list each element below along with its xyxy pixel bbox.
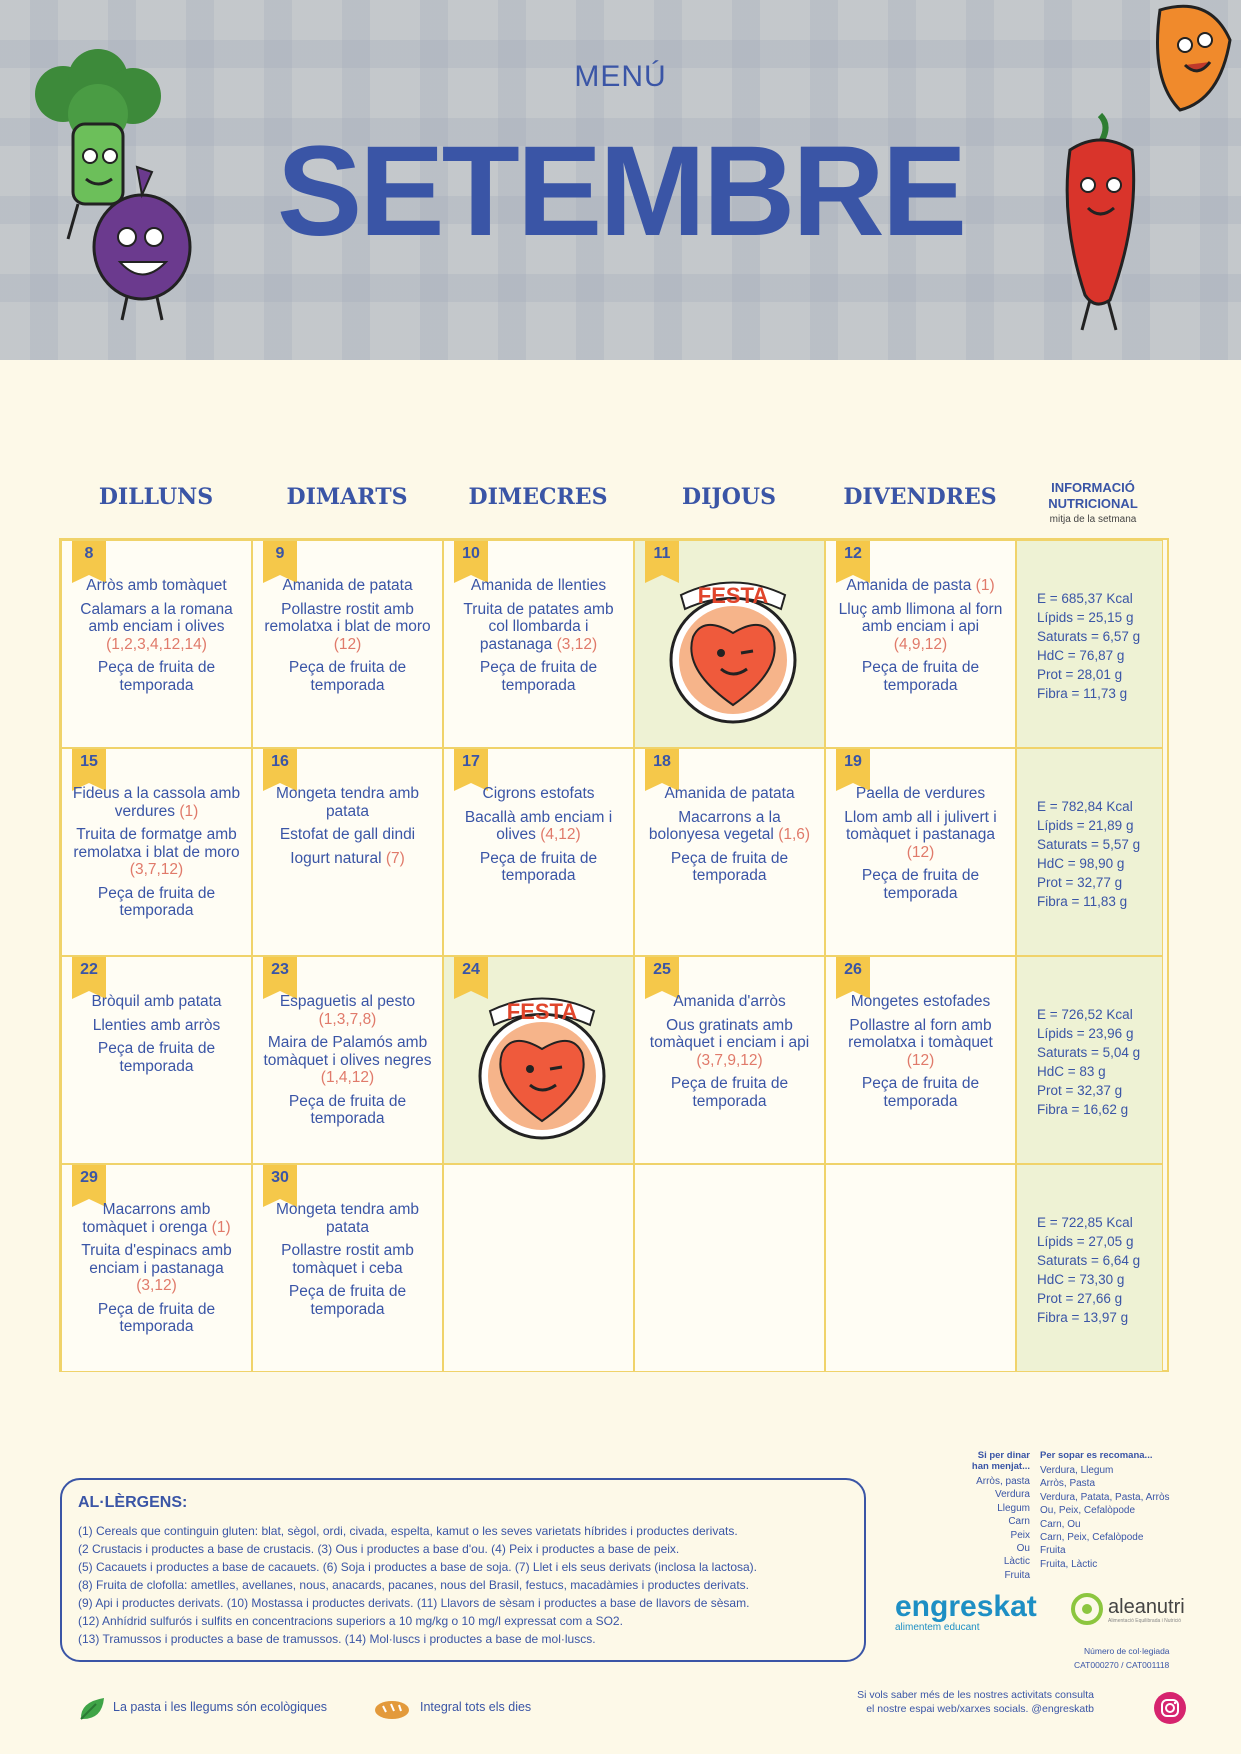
dish-item [261,1242,434,1277]
dish-item [834,1075,1007,1110]
dish-list [643,993,816,1116]
dish-item [643,1075,816,1110]
dish-list [834,577,1007,700]
dish-name: Amanida de llenties [470,577,607,594]
engreskat-logo [895,1592,1037,1633]
aleanutri-small-text: Alimentació Equilibrada i Nutrició [1108,1618,1182,1624]
dish-name: Macarrons amb tomàquet i orenga [82,1201,211,1236]
day-cell [252,748,443,956]
date-badge: 25 [645,957,679,991]
nutrition-value: Lípids = 25,15 g [1037,610,1134,625]
empty-cell [634,1164,825,1372]
dish-item [261,659,434,694]
allergens-title: AL·LÈRGENS: [78,1494,188,1511]
allergen-codes: (3,7,9,12) [696,1051,763,1069]
dish-item [261,785,434,820]
contact-line-2: el nostre espai web/xarxes socials. @engreskatb [866,1703,1094,1715]
allergen-codes: (3,12) [556,635,598,653]
date-badge: 30 [263,1165,297,1199]
dish-item [643,1017,816,1070]
lunch-eaten-item: Arròs, pasta [976,1476,1030,1487]
page-title: SETEMBRE [276,120,965,263]
allergen-codes: (1,4,12) [320,1069,375,1086]
dish-item [70,885,243,920]
leaf-icon [78,1696,106,1722]
date-badge: 9 [263,541,297,575]
dish-item [261,1093,434,1128]
nutrition-value: Saturats = 5,04 g [1037,1045,1141,1060]
dish-item [452,785,625,803]
dish-item [70,785,243,820]
dish-item [643,809,816,844]
nutrition-value: Fibra = 11,73 g [1037,686,1128,701]
dish-item [834,993,1007,1011]
dish-name: Llom amb all i julivert i tomàquet i pastanaga [844,808,997,843]
allergen-line: (9) Api i productes derivats. (10) Mostassa i productes derivats. (11) Llavors de sèsam i productes a base de llavors de sèsam. [78,1596,750,1610]
aleanutri-leaf-icon [1070,1592,1104,1626]
date-badge: 8 [72,541,106,575]
nutrition-value: Prot = 28,01 g [1037,667,1123,682]
dish-name: Peça de fruita de temporada [670,849,789,884]
holiday-cell [443,956,634,1164]
lunch-eaten-item: Ou [1016,1543,1030,1555]
dish-item [834,809,1007,862]
nutrition-value: HdC = 83 g [1037,1064,1106,1079]
date-badge: 17 [454,749,488,783]
dish-item [70,1242,243,1295]
nutrition-info-title-2: NUTRICIONAL [1048,496,1138,511]
dish-name: Peça de fruita de temporada [861,659,980,694]
dish-name: Peça de fruita de temporada [479,659,598,694]
pepper-illustration [1040,110,1160,335]
dish-name: Estofat de gall dindi [279,826,416,843]
bread-icon [374,1698,410,1720]
allergen-codes: (1) [179,802,199,820]
contact-line-1: Si vols saber més de les nostres activitats consulta [857,1689,1094,1701]
nutrition-info-header [1018,480,1168,528]
dish-name: Fideus a la cassola amb verdures [72,785,241,820]
nutrition-value: Lípids = 23,96 g [1037,1026,1134,1041]
allergen-codes: (12) [906,1051,935,1069]
dinner-recommended-item: Carn, Peix, Cefalòpode [1040,1532,1144,1544]
allergen-codes: (3,7,12) [129,861,184,878]
festa-heart-icon [472,981,612,1141]
dish-list [70,577,243,700]
nutrition-value: Fibra = 13,97 g [1037,1310,1129,1325]
nutrition-value: Saturats = 5,57 g [1037,837,1141,852]
dish-name: Peça de fruita de temporada [97,1300,216,1335]
nutrition-value: Saturats = 6,64 g [1037,1253,1141,1268]
nutrition-value: Prot = 32,77 g [1037,875,1123,890]
dish-name: Mongetes estofades [850,993,991,1010]
dish-item [70,826,243,879]
dish-name: Truita de formatge amb remolatxa i blat de moro [73,826,240,861]
allergen-codes: (1,6) [778,826,811,843]
dish-name: Peça de fruita de temporada [97,884,216,919]
day-cell [252,540,443,748]
weekday-wednesday: DIMECRES [468,484,608,510]
dish-name: Calamars a la romana amb enciam i olives [80,600,233,635]
dish-item [70,1040,243,1075]
day-cell [825,956,1016,1164]
date-badge: 12 [836,541,870,575]
dish-name: Pollastre rostit amb remolatxa i blat de moro [264,600,431,635]
nutrition-value: Lípids = 27,05 g [1037,1234,1134,1249]
aleanutri-logo-text: aleanutri [1108,1596,1185,1618]
nutrition-cell [1016,748,1163,956]
lunch-eaten-item: Carn [1008,1516,1030,1528]
date-badge: 26 [836,957,870,991]
dish-name: Amanida de pasta [846,577,972,594]
allergen-line: (5) Cacauets i productes a base de cacauets. (6) Soja i productes a base de soja. (7) Llet i els seus derivats (inclosa la lactosa). [78,1560,758,1574]
lunch-eaten-item: Làctic [1003,1556,1030,1568]
dish-item [261,850,434,868]
dish-item [70,1017,243,1035]
dish-item [643,785,816,803]
nutrition-value: Fibra = 11,83 g [1037,894,1128,909]
dish-item [261,1034,434,1087]
carrot-illustration [1130,0,1241,120]
dinner-recommended-item: Arròs, Pasta [1040,1478,1096,1490]
dish-item [834,1017,1007,1070]
allergen-codes: (4,9,12) [893,635,948,653]
dish-list [70,993,243,1081]
dish-item [70,1201,243,1236]
day-cell [825,748,1016,956]
day-cell [61,540,252,748]
allergen-line: (12) Anhídrid sulfurós i sulfits en concentracions superiors a 10 mg/kg o 10 mg/l expressat com a SO2. [78,1614,623,1628]
onion-illustration [82,162,202,322]
day-cell [634,956,825,1164]
dish-item [834,785,1007,803]
date-badge: 15 [72,749,106,783]
dish-name: Pollastre al forn amb remolatxa i tomàquet [848,1016,993,1051]
nutrition-value: Prot = 27,66 g [1037,1291,1123,1306]
dish-name: Espaguetis al pesto [279,993,416,1010]
dinner-recommended-column [1040,1450,1180,1571]
dinner-recommended-item: Ou, Peix, Cefalòpode [1040,1505,1136,1517]
day-cell [443,748,634,956]
allergen-line: (1) Cereals que continguin gluten: blat, sègol, ordi, civada, espelta, kamut o les seves varietats híbrides i productes derivats. [78,1524,738,1538]
dish-item [452,577,625,595]
allergen-codes: (12) [333,635,362,653]
day-cell [825,540,1016,748]
dish-list [261,577,434,700]
dish-list [452,785,625,891]
dish-name: Paella de verdures [855,785,986,802]
date-badge: 24 [454,957,488,991]
lunch-eaten-item: Fruita [1004,1569,1030,1581]
dish-name: Bròquil amb patata [91,993,222,1010]
dish-name: Llenties amb arròs [92,1016,221,1034]
dish-list [70,785,243,926]
dish-item [261,1201,434,1236]
allergen-codes: (1,3,7,8) [318,1010,377,1028]
dish-item [261,993,434,1028]
day-cell [61,956,252,1164]
weekday-tuesday: DIMARTS [286,484,408,510]
dish-list [643,785,816,891]
nutrition-info-subtitle: mitja de la setmana [1049,514,1137,525]
dish-item [70,577,243,595]
nutrition-value: E = 726,52 Kcal [1037,1007,1133,1022]
dish-name: Amanida de patata [282,577,413,594]
festa-label: FESTA [506,999,578,1024]
lunch-eaten-column [960,1450,1030,1582]
day-cell [61,748,252,956]
dish-item [452,659,625,694]
empty-cell [825,1164,1016,1372]
dish-name: Macarrons a la bolonyesa vegetal [648,808,781,843]
date-badge: 19 [836,749,870,783]
instagram-icon[interactable] [1154,1692,1186,1724]
allergens-box [60,1478,866,1662]
nutrition-cell [1016,540,1163,748]
colegiada-numbers: CAT000270 / CAT001118 [1074,1660,1170,1670]
dish-name: Ous gratinats amb tomàquet i enciam i api [649,1016,810,1051]
nutrition-value: E = 685,37 Kcal [1037,591,1133,606]
lunch-eaten-item: Peix [1010,1529,1030,1541]
engreskat-logo-text: engreskat [895,1590,1037,1623]
weekday-monday: DILLUNS [98,484,214,510]
day-cell [252,956,443,1164]
menu-label: MENÚ [574,60,667,93]
nutrition-cell [1016,1164,1163,1372]
lunch-eaten-item: Verdura [994,1489,1030,1501]
nutrition-values [1037,797,1140,911]
nutrition-value: HdC = 98,90 g [1037,856,1125,871]
dish-name: Lluç amb llimona al forn amb enciam i api [838,600,1003,635]
nutrition-value: Fibra = 16,62 g [1037,1102,1129,1117]
dish-name: Peça de fruita de temporada [288,1092,407,1127]
dish-name: Arròs amb tomàquet [86,577,227,594]
nutrition-values [1037,1005,1140,1119]
dinner-recommended-item: Carn, Ou [1040,1518,1081,1530]
day-cell [61,1164,252,1372]
day-cell [443,540,634,748]
empty-cell [443,1164,634,1372]
allergen-codes: (12) [906,843,935,861]
festa-heart-icon [663,565,803,725]
dish-item [70,993,243,1011]
festa-label: FESTA [697,583,769,608]
dish-name: Iogurt natural [290,849,382,867]
allergen-codes: (3,12) [136,1277,177,1294]
dinner-recommended-item: Fruita [1040,1545,1066,1557]
dish-name: Mongeta tendra amb patata [275,1201,420,1236]
nutrition-value: HdC = 73,30 g [1037,1272,1125,1287]
dish-name: Cigrons estofats [482,785,595,802]
dish-name: Truita de patates amb col llombarda i pastanaga [463,600,614,653]
contact-text [840,1688,1140,1716]
date-badge: 29 [72,1165,106,1199]
allergen-codes: (1) [211,1218,231,1236]
dish-item [452,601,625,654]
dish-item [452,850,625,885]
dish-item [452,809,625,844]
dish-name: Amanida de patata [664,785,795,802]
dish-name: Maira de Palamós amb tomàquet i olives negres [263,1034,432,1069]
date-badge: 10 [454,541,488,575]
dish-name: Mongeta tendra amb patata [275,785,420,820]
date-badge: 23 [263,957,297,991]
allergen-codes: (1,2,3,4,12,14) [106,635,207,653]
dish-item [834,867,1007,902]
dinner-recommended-item: Verdura, Llegum [1040,1465,1114,1476]
dish-item [70,601,243,654]
dish-name: Pollastre rostit amb tomàquet i ceba [281,1242,414,1277]
allergen-codes: (1) [975,577,995,594]
date-badge: 16 [263,749,297,783]
day-cell [634,748,825,956]
dish-item [834,601,1007,654]
dish-name: Peça de fruita de temporada [97,659,216,694]
dish-list [834,993,1007,1116]
dish-item [70,1301,243,1336]
dish-name: Peça de fruita de temporada [288,1283,407,1318]
eco-note: La pasta i les llegums són ecològiques [113,1700,328,1714]
dish-name: Truita d'espinacs amb enciam i pastanaga [81,1242,232,1277]
dish-name: Peça de fruita de temporada [479,849,598,884]
dinner-recommended-item: Fruita, Làctic [1040,1558,1098,1570]
dish-list [452,577,625,700]
lunch-eaten-title: Si per dinar han menjat... [971,1450,1030,1472]
dish-name: Amanida d'arròs [673,993,786,1010]
allergen-line: (2 Crustacis i productes a base de crustacis. (3) Ous i productes a base d'ou. (4) Peix i productes a base de peix. [78,1542,680,1556]
integral-note: Integral tots els dies [420,1700,532,1714]
dish-list [261,785,434,873]
nutrition-value: Saturats = 6,57 g [1037,629,1141,644]
nutrition-values [1037,1213,1140,1327]
engreskat-tagline: alimentem educant [895,1622,980,1633]
dish-name: Peça de fruita de temporada [670,1075,789,1110]
weekday-friday: DIVENDRES [843,484,997,510]
dish-list [261,993,434,1134]
dinner-recommended-title: Per sopar es recomana... [1040,1450,1153,1461]
nutrition-value: Prot = 32,37 g [1037,1083,1123,1098]
holiday-cell [634,540,825,748]
allergen-line: (13) Tramussos i productes a base de tramussos. (14) Mol·luscs i productes a base de mol·luscs. [78,1632,596,1646]
dish-name: Peça de fruita de temporada [861,867,980,902]
nutrition-value: Lípids = 21,89 g [1037,818,1134,833]
dish-name: Bacallà amb enciam i olives [464,808,613,843]
nutrition-cell [1016,956,1163,1164]
nutrition-value: E = 782,84 Kcal [1037,799,1133,814]
lunch-eaten-item: Llegum [997,1502,1030,1514]
colegiada-label: Número de col·legiada [1084,1646,1170,1656]
dish-list [834,785,1007,908]
dish-name: Peça de fruita de temporada [288,659,407,694]
allergen-codes: (4,12) [540,826,581,843]
dish-item [261,826,434,844]
nutrition-value: HdC = 76,87 g [1037,648,1125,663]
nutrition-info-title-1: INFORMACIÓ [1051,480,1135,495]
day-cell [252,1164,443,1372]
dish-item [834,577,1007,595]
dinner-recommended-item: Verdura, Patata, Pasta, Arròs [1040,1491,1170,1503]
allergen-codes: (7) [385,849,405,867]
dish-list [261,1201,434,1324]
weekday-thursday: DIJOUS [681,484,776,510]
dish-list [70,1201,243,1342]
nutrition-value: E = 722,85 Kcal [1037,1215,1133,1230]
dish-item [261,1283,434,1318]
dish-item [643,993,816,1011]
dish-item [643,850,816,885]
allergen-line: (8) Fruita de clofolla: ametlles, avellanes, nous, anacards, pacanes, nous del Brasil, festucs, macadàmies i productes derivats. [78,1578,749,1592]
date-badge: 22 [72,957,106,991]
date-badge: 18 [645,749,679,783]
menu-calendar-grid [59,538,1169,1372]
dish-name: Peça de fruita de temporada [861,1075,980,1110]
dish-item [261,577,434,595]
nutrition-values [1037,589,1140,703]
dish-item [834,659,1007,694]
dish-name: Peça de fruita de temporada [97,1040,216,1075]
dish-item [261,601,434,654]
dish-item [70,659,243,694]
date-badge: 11 [645,541,679,575]
